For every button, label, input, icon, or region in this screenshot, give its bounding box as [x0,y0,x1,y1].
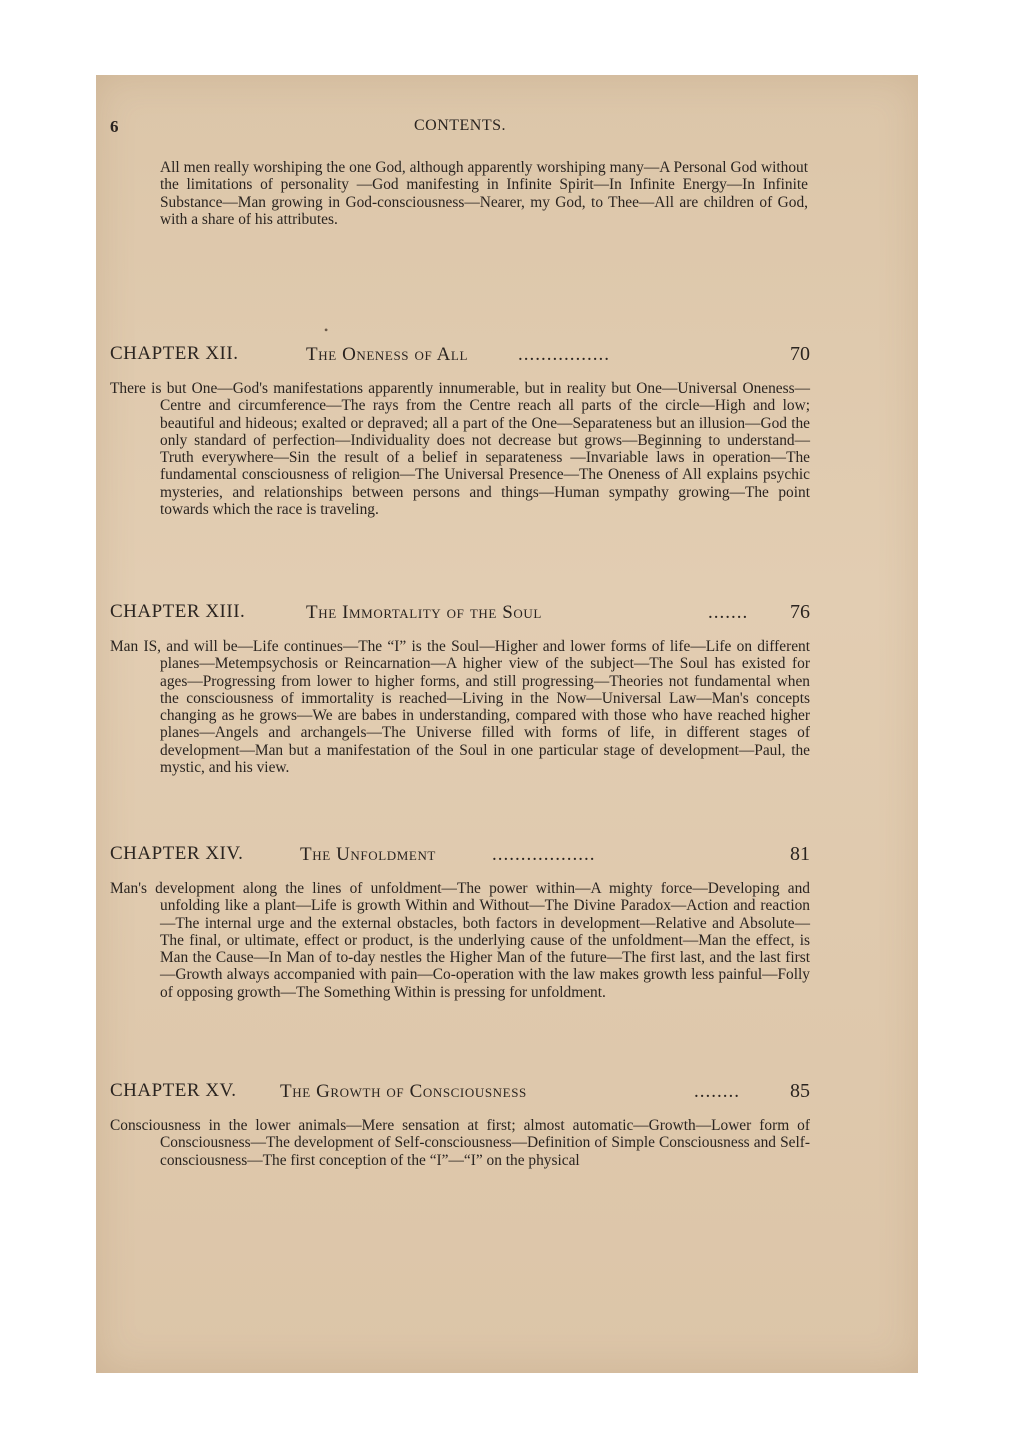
chapter-number: CHAPTER XIII. [110,601,246,622]
chapter-entry-xiii [110,601,810,776]
leader-dots: ................ [518,344,610,365]
chapter-page: 70 [790,343,810,365]
intro-paragraph: All men really worshiping the one God, although apparently worshiping many—A Personal God without the limitations of personality —God manifesting in Infinite Spirit—In Infinite Energy—In Infinite Substance—Man growing in God-consciousness—Nearer, my God, to Thee—All are children of God, with a share of his attributes. [160,159,808,228]
chapter-page: 76 [790,601,810,623]
chapter-summary: Man IS, and will be—Life continues—The “I” is the Soul—Higher and lower forms of life—Life on different planes—Metempsychosis or Reincarnation—A higher view of the subject—The Soul has existed for ages—Progressing from lower to higher forms, and still progressing—Theories not fundamental when the consciousness of immortality is reached—Living in the Now—Universal Law—Man's concepts changing as he grows—We are babes in understanding, compared with those who have reached higher planes—Angels and archangels—The Universe filled with forms of life, in different stages of development—Man but a manifestation of the Soul in one particular stage of development—Paul, the mystic, and his view. [110,638,810,777]
leader-dots: ........ [694,1081,740,1102]
leader-dots: ....... [708,602,749,623]
leader-dots: .................. [492,844,596,865]
chapter-entry-xv [110,1080,810,1169]
page-number: 6 [110,117,119,136]
chapter-entry-xiv [110,843,810,1001]
chapter-number: CHAPTER XII. [110,343,239,364]
chapter-summary: There is but One—God's manifestations apparently innumerable, but in reality but One—Universal Oneness—Centre and circumference—The rays from the Centre reach all parts of the circle—High and low; beautiful and hideous; exalted or depraved; all a part of the One—Separateness but an illusion—God the only standard of perfection—Individuality does not decrease but grows—Beginning to understand—Truth everywhere—Sin the result of a belief in separateness —Invariable laws in operation—The fundamental consciousness of religion—The Universal Presence—The Oneness of All explains psychic mysteries, and relationships between persons and things—Human sympathy growing—The point towards which the race is traveling. [110,380,810,519]
chapter-number: CHAPTER XIV. [110,843,244,864]
chapter-title: The Immortality of the Soul [306,602,542,623]
chapter-page: 85 [790,1080,810,1102]
chapter-heading [110,343,810,373]
chapter-summary: Man's development along the lines of unfoldment—The power within—A mighty force—Developing and unfolding like a plant—Life is growth Within and Without—The Divine Paradox—Action and reaction—The internal urge and the external obstacles, both factors in development—Relative and Absolute—The final, or ultimate, effect or product, is the underlying cause of the unfoldment—Man the effect, is Man the Cause—In Man of to-day nestles the Higher Man of the future—The first last, and the last first—Growth always accompanied with pain—Co-operation with the law makes growth less painful—Folly of opposing growth—The Something Within is pressing for unfoldment. [110,880,810,1001]
chapter-heading [110,843,810,873]
chapter-summary: Consciousness in the lower animals—Mere sensation at first; almost automatic—Growth—Lower form of Consciousness—The development of Self-consciousness—Definition of Simple Consciousness and Self-consciousness—The first conception of the “I”—“I” on the physical [110,1117,810,1169]
chapter-title: The Growth of Consciousness [280,1081,527,1102]
running-title: CONTENTS. [413,117,507,134]
chapter-number: CHAPTER XV. [110,1080,237,1101]
chapter-title: The Oneness of All [306,344,468,365]
chapter-heading [110,1080,810,1110]
page-header [110,117,810,147]
chapter-heading [110,601,810,631]
ornament-mark: • [324,323,329,337]
chapter-title: The Unfoldment [300,844,436,865]
chapter-page: 81 [790,843,810,865]
chapter-entry-xii [110,343,810,518]
